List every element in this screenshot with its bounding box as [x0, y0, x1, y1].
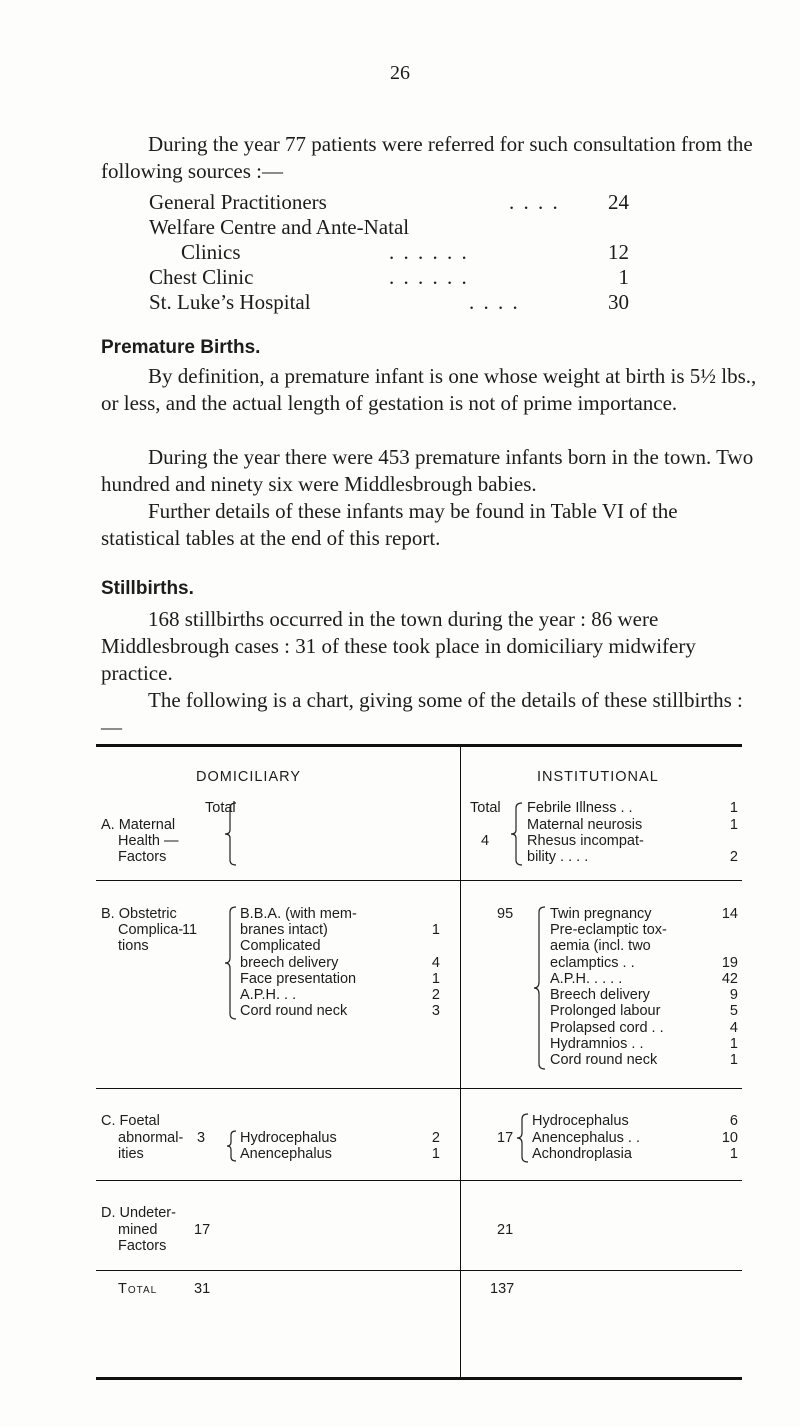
sectionB-inst-count: 42: [721, 971, 738, 987]
sectionC-inst-item: Hydrocephalus: [532, 1113, 629, 1129]
leader-dots: . . . . . .: [389, 240, 469, 264]
stillbirths-heading: Stillbirths.: [101, 578, 194, 599]
source-label: General Practitioners: [149, 190, 327, 214]
sectionB-dom-item: A.P.H. . .: [240, 987, 297, 1003]
row-rule: [96, 880, 742, 881]
sectionD-label: D. Undeter-: [101, 1205, 176, 1221]
sectionB-dom-item: B.B.A. (with mem-: [240, 906, 357, 922]
sectionB-dom-count: 2: [431, 987, 440, 1003]
brace-icon: [224, 906, 238, 1020]
sectionB-inst-count: 9: [729, 987, 738, 1003]
sectionB-dom-count: 1: [431, 922, 440, 938]
sectionB-inst-count: 4: [729, 1020, 738, 1036]
sectionB-label: tions: [118, 938, 149, 954]
sectionB-inst-item: Cord round neck: [550, 1052, 658, 1068]
sectionB-dom-item: Complicated: [240, 938, 321, 954]
source-row: [149, 265, 629, 291]
sectionA-item: Maternal neurosis: [527, 817, 643, 833]
inst-total-label: Total: [470, 800, 501, 816]
row-rule: [96, 1270, 742, 1271]
source-label: St. Luke’s Hospital: [149, 290, 311, 314]
sectionB-dom-count: 3: [431, 1003, 440, 1019]
source-row: [149, 190, 629, 216]
sectionC-label: ities: [118, 1146, 144, 1162]
sectionB-inst-total: 95: [497, 906, 514, 922]
page-number: 26: [390, 62, 410, 84]
institutional-header: INSTITUTIONAL: [537, 769, 659, 785]
sectionB-dom-item: branes intact): [240, 922, 328, 938]
stillbirths-paragraph-2: The following is a chart, giving some of the details of these stillbirths :—: [101, 688, 743, 739]
sectionC-inst-item: Anencephalus . .: [532, 1130, 641, 1146]
sectionB-inst-item: eclamptics . .: [550, 955, 635, 971]
sectionA-count: 2: [729, 849, 738, 865]
premature-paragraph-1: By definition, a premature infant is one whose weight at birth is 5½ lbs., or less, and the actual length of gestation is not of prime importance.: [101, 364, 757, 415]
sectionA-label: A. Maternal: [101, 817, 176, 833]
sectionB-inst-count: 5: [729, 1003, 738, 1019]
source-count: 1: [618, 265, 629, 289]
sectionB-inst-count: 14: [721, 906, 738, 922]
leader-dots: . . . .: [509, 190, 560, 214]
leader-dots: . . . .: [469, 290, 520, 314]
intro-paragraph: During the year 77 patients were referred for such consultation from the following sources :—: [101, 132, 753, 183]
sectionA-label: Health —: [118, 833, 179, 849]
sectionB-dom-item: Face presentation: [240, 971, 357, 987]
brace-icon: [226, 1130, 238, 1162]
sectionA-count: 1: [729, 817, 738, 833]
sectionB-label: B. Obstetric: [101, 906, 177, 922]
source-count: 24: [608, 190, 629, 214]
source-label: Chest Clinic: [149, 265, 254, 289]
sectionB-inst-item: Pre-eclamptic tox-: [550, 922, 667, 938]
sectionD-label: mined: [118, 1222, 158, 1238]
sectionC-inst-count: 1: [729, 1146, 738, 1162]
domiciliary-header: DOMICILIARY: [196, 769, 302, 785]
stillbirths-paragraph-1: 168 stillbirths occurred in the town during the year : 86 were Middlesbrough cases : 31 of these took place in domiciliary midwifery practice.: [101, 607, 696, 685]
row-rule: [96, 1180, 742, 1181]
sectionA-item: bility . . . .: [527, 849, 589, 865]
sectionC-label: abnormal-: [118, 1130, 184, 1146]
row-rule: [96, 1088, 742, 1089]
sectionA-label: Factors: [118, 849, 167, 865]
sectionA-count: 1: [729, 800, 738, 816]
sectionB-inst-item: Prolapsed cord . .: [550, 1020, 664, 1036]
brace-icon: [224, 802, 238, 866]
sectionB-dom-count: 4: [431, 955, 440, 971]
sectionC-inst-count: 10: [721, 1130, 738, 1146]
grand-total-label: Total: [118, 1281, 158, 1297]
source-row: [149, 290, 629, 316]
sectionB-inst-item: Hydramnios . .: [550, 1036, 644, 1052]
sectionC-dom-item: Anencephalus: [240, 1146, 332, 1162]
grand-total-dom: 31: [194, 1281, 211, 1297]
premature-births-heading: Premature Births.: [101, 337, 261, 358]
premature-paragraph-3: Further details of these infants may be found in Table VI of the statistical tables at the end of this report.: [101, 499, 678, 550]
sectionB-inst-item: A.P.H. . . . .: [550, 971, 623, 987]
sectionB-inst-item: Prolonged labour: [550, 1003, 661, 1019]
sectionB-dom-item: breech delivery: [240, 955, 339, 971]
source-label: Clinics: [181, 240, 241, 264]
sectionC-inst-count: 6: [729, 1113, 738, 1129]
source-label: Welfare Centre and Ante-Natal: [149, 215, 410, 239]
sectionC-label: C. Foetal: [101, 1113, 160, 1129]
source-count: 12: [608, 240, 629, 264]
sectionB-inst-item: Twin pregnancy: [550, 906, 652, 922]
dom-total-label: Total: [205, 800, 236, 816]
sectionA-inst-total: 4: [481, 833, 490, 849]
sectionD-inst-total: 21: [497, 1222, 514, 1238]
sectionB-label: Complica-: [118, 922, 184, 938]
brace-icon: [533, 906, 547, 1070]
sectionA-item: Febrile Illness . .: [527, 800, 633, 816]
sectionB-inst-count: 19: [721, 955, 738, 971]
sectionB-dom-item: Cord round neck: [240, 1003, 348, 1019]
sectionC-dom-total: 3: [197, 1130, 206, 1146]
sectionC-dom-count: 1: [431, 1146, 440, 1162]
table-top-rule: [96, 744, 742, 747]
sectionB-dom-count: 1: [431, 971, 440, 987]
sectionA-item: Rhesus incompat-: [527, 833, 644, 849]
brace-icon: [516, 1113, 530, 1163]
grand-total-inst: 137: [490, 1281, 515, 1297]
sectionB-inst-count: 1: [729, 1052, 738, 1068]
source-row: [149, 215, 629, 241]
sectionD-dom-total: 17: [194, 1222, 211, 1238]
sectionC-dom-item: Hydrocephalus: [240, 1130, 337, 1146]
sectionC-dom-count: 2: [431, 1130, 440, 1146]
brace-icon: [510, 802, 524, 866]
sectionC-inst-total: 17: [497, 1130, 514, 1146]
leader-dots: . . . . . .: [389, 265, 469, 289]
sectionD-label: Factors: [118, 1238, 167, 1254]
sectionB-inst-count: 1: [729, 1036, 738, 1052]
sectionC-inst-item: Achondroplasia: [532, 1146, 632, 1162]
sectionB-inst-item: Breech delivery: [550, 987, 650, 1003]
source-count: 30: [608, 290, 629, 314]
sectionB-inst-item: aemia (incl. two: [550, 938, 651, 954]
premature-paragraph-2: During the year there were 453 premature infants born in the town. Two hundred and ninety six were Middlesbrough babies.: [101, 445, 754, 496]
sectionB-dom-total: 11: [182, 922, 198, 938]
table-bottom-rule: [96, 1377, 742, 1380]
column-divider: [460, 747, 461, 1377]
source-row: [149, 240, 629, 266]
